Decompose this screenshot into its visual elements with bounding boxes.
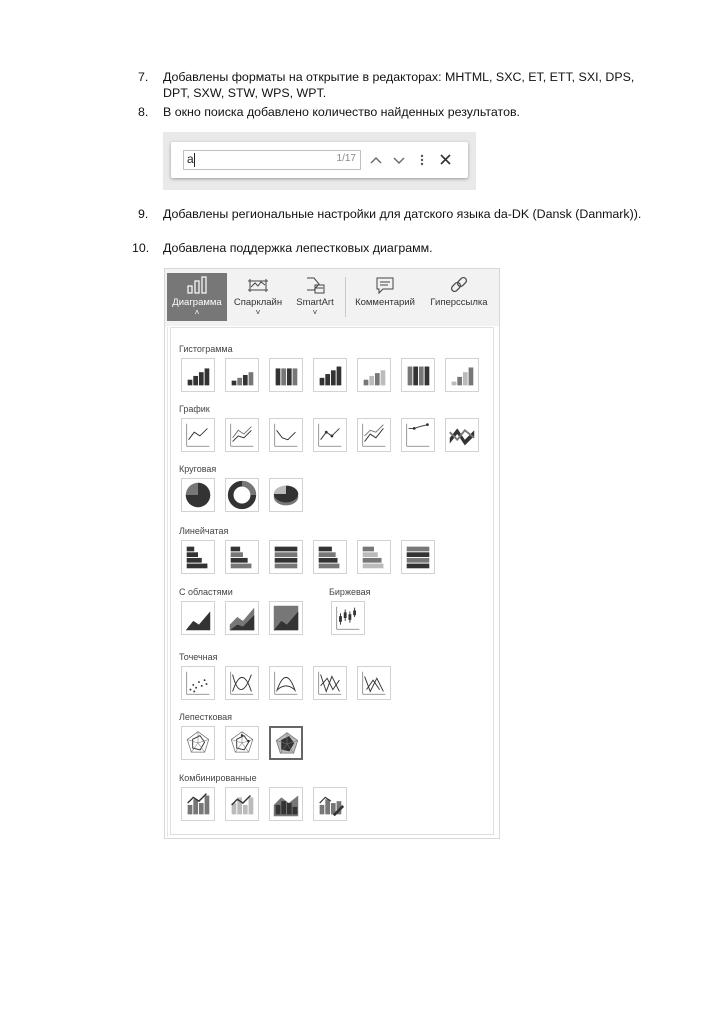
sparkline-icon — [247, 275, 269, 295]
list-text: В окно поиска добавлено количество найденных результатов. — [163, 105, 520, 119]
sparkline-button-label: Спарклайн — [233, 297, 283, 308]
chevron-up-icon[interactable] — [367, 150, 385, 170]
smartart-icon — [304, 275, 326, 295]
chart-type-combo-custom[interactable] — [313, 787, 347, 821]
search-box — [171, 142, 468, 178]
group-label-scatter: Точечная — [179, 652, 218, 662]
group-label-bar: Линейчатая — [179, 526, 229, 536]
chart-type-bar-clustered[interactable] — [181, 540, 215, 574]
chart-type-scatter-straight-markers[interactable] — [313, 666, 347, 700]
chart-type-histogram-clustered[interactable] — [181, 358, 215, 392]
chart-type-bar-stacked-100[interactable] — [269, 540, 303, 574]
close-icon[interactable] — [437, 150, 455, 170]
chart-type-combo-bar-line[interactable] — [181, 787, 215, 821]
search-query: a — [187, 152, 194, 166]
chevron-down-icon: ˅ — [255, 308, 261, 317]
chart-type-line-stacked[interactable] — [225, 418, 259, 452]
text-caret — [194, 153, 195, 167]
list-text: Добавлена поддержка лепестковых диаграмм. — [163, 241, 433, 255]
list-text: Добавлены форматы на открытие в редакторах: MHTML, SXC, ET, ETT, SXI, DPS, DPT, SXW, STW, WPS, WPT. — [163, 70, 635, 100]
chart-type-radar-filled[interactable] — [269, 726, 303, 760]
comment-button-label: Комментарий — [355, 297, 415, 308]
sparkline-button[interactable] — [229, 273, 287, 321]
chart-type-scatter-smooth-markers[interactable] — [225, 666, 259, 700]
list-text: Добавлены региональные настройки для датского языка da-DK (Dansk (Danmark)). — [163, 207, 642, 221]
chart-insert-panel — [164, 268, 500, 839]
chart-type-pie[interactable] — [181, 478, 215, 512]
chart-type-line-markers-stacked[interactable] — [357, 418, 391, 452]
list-number: 7. — [138, 70, 149, 84]
list-number: 8. — [138, 105, 149, 119]
chart-type-line-stacked-100[interactable] — [269, 418, 303, 452]
smartart-button-label: SmartArt — [296, 297, 334, 308]
chart-icon — [186, 275, 208, 295]
chart-type-scatter-straight[interactable] — [357, 666, 391, 700]
hyperlink-button-label: Гиперссылка — [430, 297, 488, 308]
chart-type-scatter-smooth[interactable] — [269, 666, 303, 700]
chart-type-line[interactable] — [181, 418, 215, 452]
group-label-area: С областями — [179, 587, 233, 597]
smartart-button[interactable] — [287, 273, 343, 321]
chart-type-radar-markers[interactable] — [225, 726, 259, 760]
chart-type-line-3d[interactable] — [445, 418, 479, 452]
link-icon — [448, 275, 470, 295]
group-label-pie: Круговая — [179, 464, 217, 474]
chart-button[interactable] — [167, 273, 227, 321]
chart-type-radar[interactable] — [181, 726, 215, 760]
chart-type-line-markers[interactable] — [313, 418, 347, 452]
chevron-up-icon: ˄ — [194, 308, 200, 317]
chart-type-bar-3d-clustered[interactable] — [313, 540, 347, 574]
chart-type-histogram-stacked-100[interactable] — [269, 358, 303, 392]
group-label-histogram: Гистограмма — [179, 344, 233, 354]
chart-type-dropdown — [170, 327, 494, 835]
chart-type-bar-stacked[interactable] — [225, 540, 259, 574]
chart-type-histogram-3d-stacked[interactable] — [357, 358, 391, 392]
group-label-stock: Биржевая — [329, 587, 371, 597]
search-result-count: 1/17 — [336, 153, 356, 164]
chart-type-doughnut[interactable] — [225, 478, 259, 512]
chart-type-bar-3d-stacked-100[interactable] — [401, 540, 435, 574]
chevron-down-icon[interactable] — [390, 150, 408, 170]
comment-icon — [374, 275, 396, 295]
group-label-graph: График — [179, 404, 210, 414]
group-label-combo: Комбинированные — [179, 773, 257, 783]
search-input[interactable] — [183, 150, 361, 170]
comment-button[interactable] — [351, 273, 419, 321]
ribbon-separator — [345, 277, 346, 317]
chart-type-stock[interactable] — [331, 601, 365, 635]
chart-type-bar-3d-stacked[interactable] — [357, 540, 391, 574]
chart-type-histogram-3d-clustered[interactable] — [313, 358, 347, 392]
group-label-radar: Лепестковая — [179, 712, 233, 722]
hyperlink-button[interactable] — [423, 273, 495, 321]
list-number: 9. — [138, 207, 149, 221]
chart-type-area-stacked[interactable] — [225, 601, 259, 635]
chart-type-area[interactable] — [181, 601, 215, 635]
chart-type-histogram-3d[interactable] — [445, 358, 479, 392]
more-vertical-icon[interactable] — [413, 150, 431, 170]
chart-type-area-stacked-100[interactable] — [269, 601, 303, 635]
chart-type-combo-area-bar[interactable] — [269, 787, 303, 821]
chart-type-line-markers-100[interactable] — [401, 418, 435, 452]
chart-type-scatter[interactable] — [181, 666, 215, 700]
insert-ribbon — [165, 269, 499, 326]
chart-type-histogram-stacked[interactable] — [225, 358, 259, 392]
search-screenshot — [163, 132, 476, 190]
list-number: 10. — [132, 241, 150, 255]
sheet-edge — [167, 327, 168, 837]
chart-type-histogram-3d-stacked-100[interactable] — [401, 358, 435, 392]
chart-type-pie-3d[interactable] — [269, 478, 303, 512]
chart-type-combo-bar-line-secondary[interactable] — [225, 787, 259, 821]
chart-button-label: Диаграмма — [172, 297, 222, 308]
chevron-down-icon: ˅ — [312, 308, 318, 317]
